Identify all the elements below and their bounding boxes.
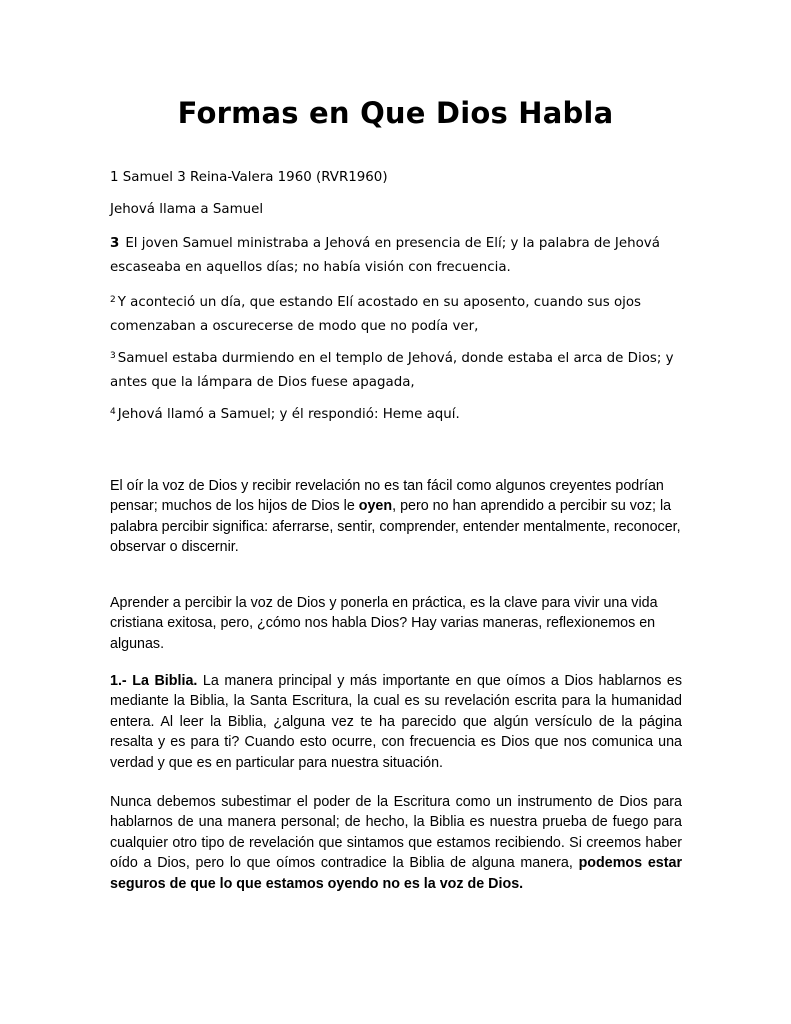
verse-1 (110, 232, 690, 280)
section-heading: Jehová llama a Samuel (110, 202, 264, 217)
scripture-reference: 1 Samuel 3 Reina-Valera 1960 (RVR1960) (110, 170, 388, 185)
verse-2 (110, 288, 690, 339)
verse-number: 2 (110, 295, 116, 305)
paragraph-3 (110, 671, 682, 773)
verse-text: Samuel estaba durmiendo en el templo de Jehová, donde estaba el arca de Dios; y antes que la lámpara de Dios fuese apagada, (110, 351, 674, 390)
paragraph-4 (110, 792, 682, 894)
emphasis-text: podemos estar seguros de que lo que estamos oyendo no es la voz de Dios. (110, 855, 683, 892)
paragraph-2: Aprender a percibir la voz de Dios y ponerla en práctica, es la clave para vivir una vida cristiana exitosa, pero, ¿cómo nos habla Dios? Hay varias maneras, reflexionemos en algunas. (110, 595, 658, 652)
paragraph-text: , pero no han aprendido a percibir su voz; la palabra percibir significa: aferrarse, sentir, comprender, entender mentalmente, reconocer, observar o discernir. (110, 498, 681, 556)
page-title: Formas en Que Dios Habla (177, 96, 614, 130)
verse-number: 3 (110, 236, 120, 251)
paragraph-text: Nunca debemos subestimar el poder de la Escritura como un instrumento de Dios para hablarnos de una manera personal; de hecho, la Biblia es nuestra prueba de fuego para cualquier otro tipo de revelación que sintamos que estamos recibiendo. Si creemos haber oído a Dios, pero lo que oímos contradice la Biblia de alguna manera, (110, 794, 682, 872)
paragraph-text: El oír la voz de Dios y recibir revelación no es tan fácil como algunos creyentes podrían pensar; muchos de los hijos de Dios le (110, 478, 664, 515)
paragraph-text: La manera principal y más importante en que oímos a Dios hablarnos es mediante la Biblia, la Santa Escritura, la cual es su revelación escrita para la humanidad entera. Al leer la Biblia, ¿alguna vez te ha parecido que algún versículo de la página resalta y es para ti? Cuando esto ocurre, con frecuencia es Dios que nos comunica una verdad y que es en particular para nuestra situación. (110, 673, 682, 771)
verse-4 (110, 400, 690, 427)
verse-3 (110, 344, 690, 395)
verse-text: Jehová llamó a Samuel; y él respondió: Heme aquí. (117, 407, 460, 422)
emphasis-text: oyen (358, 498, 393, 515)
verse-number: 3 (110, 351, 116, 361)
verse-text: Y aconteció un día, que estando Elí acostado en su aposento, cuando sus ojos comenzaban a oscurecerse de modo que no podía ver, (110, 295, 642, 334)
verse-number: 4 (110, 407, 116, 417)
paragraph-1 (110, 476, 682, 558)
verse-text: El joven Samuel ministraba a Jehová en presencia de Elí; y la palabra de Jehová escaseaba en aquellos días; no había visión con frecuencia. (110, 236, 660, 275)
section-label: 1.- La Biblia. (110, 673, 198, 689)
